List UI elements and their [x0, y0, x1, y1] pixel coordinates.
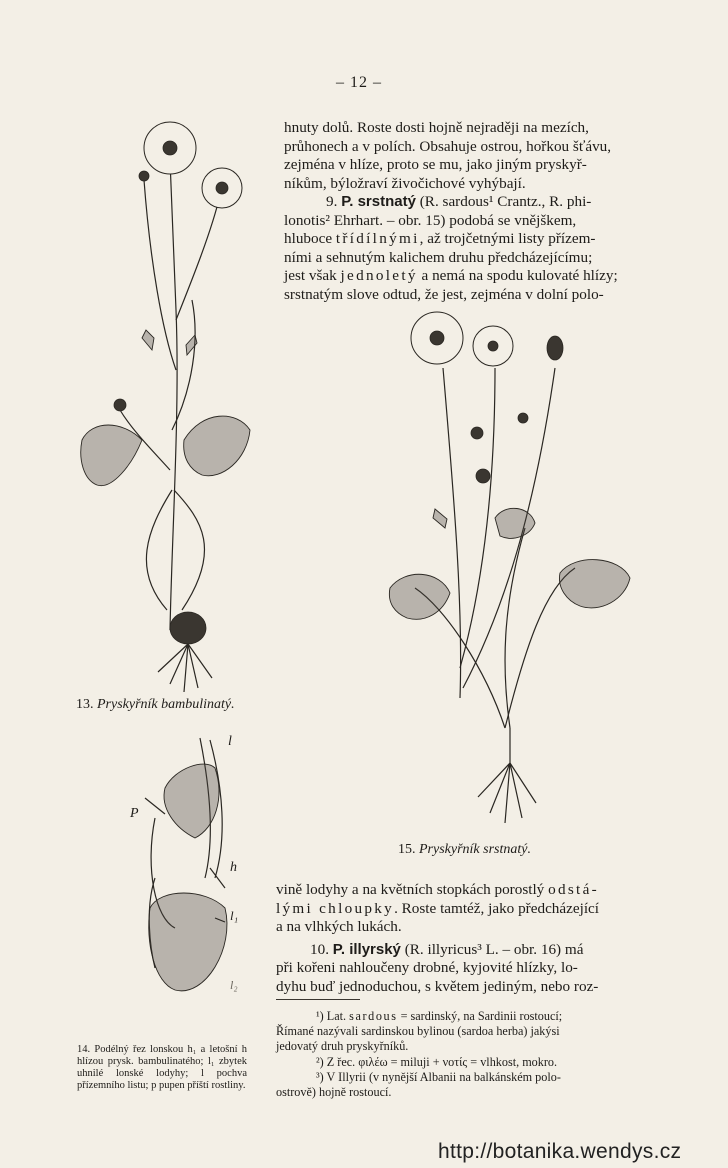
text-line	[284, 230, 670, 249]
footnote-line: ostrově) hojně rostoucí.	[276, 1085, 392, 1100]
spaced-emphasis: jednoletý	[340, 267, 418, 284]
footnote-mark: ²)	[316, 1054, 324, 1069]
figure-13-illustration	[72, 110, 262, 695]
species-name: P. illyrský	[332, 940, 401, 958]
species-9-heading	[284, 193, 670, 212]
text-fragment: a nemá na spodu kulovaté hlízy;	[421, 267, 618, 284]
text-top	[284, 119, 670, 304]
figure-15-caption	[398, 842, 531, 858]
spaced-emphasis: třídílnými	[335, 230, 420, 247]
species-number: 9.	[326, 193, 338, 210]
text-fragment: . Roste tamtéž, jako předcházející	[394, 899, 600, 917]
page-number: – 12 –	[336, 74, 382, 91]
footnote-3	[276, 1070, 670, 1085]
text-fragment: Z řec. φιλέω = miluji + νοτίς = vlhkost, mokro.	[326, 1054, 558, 1069]
caption-number: 15.	[398, 842, 416, 857]
species-10-heading	[276, 941, 670, 960]
text-line: níkům, býložraví živočichové vyhýbají.	[284, 174, 526, 192]
text-fragment: = sardinský, na Sardinii rostoucí;	[400, 1009, 563, 1023]
text-line: (R. illyricus³ L. – obr. 16) má	[404, 940, 584, 958]
watermark-url: http://botanika.wendys.cz	[438, 1140, 682, 1163]
text-line: srstnatým slove odtud, že jest, zejména v dolní polo-	[284, 285, 604, 303]
fig14-label-p: P	[130, 806, 139, 821]
footnote-2	[276, 1055, 670, 1070]
spaced-emphasis: odstá-	[548, 881, 599, 898]
text-fragment: , až trojčetnými listy přízem-	[419, 230, 596, 247]
text-line: hnuty dolů. Roste dosti hojně nejraději na mezích,	[284, 119, 589, 136]
footnotes	[276, 1009, 670, 1100]
text-line: při kořeni nahloučeny drobné, kyjovité hlízky, lo-	[276, 959, 578, 976]
figure-14-caption: 14. Podélný řez lonskou h₁ a letošní h hlízou prysk. bambulinatého; l₁ zbytek uhnilé lonské lodyhy; l pochva přízemního listu; p pupen příští rostliny.	[77, 1044, 247, 1091]
text-line: lonotis² Ehrhart. – obr. 15) podobá se vnějškem,	[284, 211, 577, 229]
spaced-emphasis: lými chloupky	[276, 899, 395, 917]
text-fragment: hluboce	[284, 230, 333, 247]
caption-text: Pryskyřník srstnatý.	[419, 842, 531, 857]
text-line: průhonech a v polích. Obsahuje ostrou, hořkou šťávu,	[284, 137, 612, 155]
fig14-label-l: l	[228, 734, 232, 749]
footnote-mark: ¹)	[316, 1009, 324, 1023]
text-bottom	[276, 881, 670, 996]
species-name: P. srstnatý	[341, 193, 416, 210]
text-fragment: Lat.	[326, 1009, 347, 1023]
text-fragment: jest však	[284, 267, 337, 284]
fig14-label-l2: l₂	[230, 978, 238, 992]
footnote-line: Římané nazývali sardinskou bylinou (sardoa herba) jakýsi	[276, 1024, 560, 1039]
spaced-emphasis: sardous	[349, 1009, 398, 1023]
species-number: 10.	[310, 940, 329, 958]
text-line: zejména v hlíze, proto se mu, jako jiným pryskyř-	[284, 156, 587, 173]
figure-14-illustration	[115, 728, 265, 1028]
fig14-label-h: h	[230, 860, 237, 875]
text-fragment: V Illyrii (v nynější Albanii na balkánském polo-	[326, 1069, 561, 1084]
text-line	[284, 267, 670, 286]
figure-15-illustration	[385, 308, 635, 833]
footnote-1	[276, 1009, 670, 1024]
text-line	[276, 881, 670, 900]
caption-text: Pryskyřník bambulinatý.	[97, 697, 235, 712]
text-line: a na vlhkých lukách.	[276, 918, 402, 935]
footnote-rule	[276, 999, 360, 1000]
caption-number: 13.	[76, 697, 94, 712]
text-line: (R. sardous¹ Crantz., R. phi-	[419, 193, 592, 210]
footnote-line: jedovatý druh pryskyřníků.	[276, 1039, 409, 1054]
text-line: ními a sehnutým kalichem druhu předcházejícímu;	[284, 248, 593, 266]
fig14-label-l1: l₁	[230, 908, 239, 923]
text-line: dyhu buď jednoduchou, s květem jediným, nebo roz-	[276, 977, 599, 995]
text-fragment: vině lodyhy a na květních stopkách porostlý	[276, 881, 545, 898]
footnote-mark: ³)	[316, 1069, 324, 1084]
text-line	[276, 900, 670, 919]
figure-13-caption	[76, 697, 235, 713]
